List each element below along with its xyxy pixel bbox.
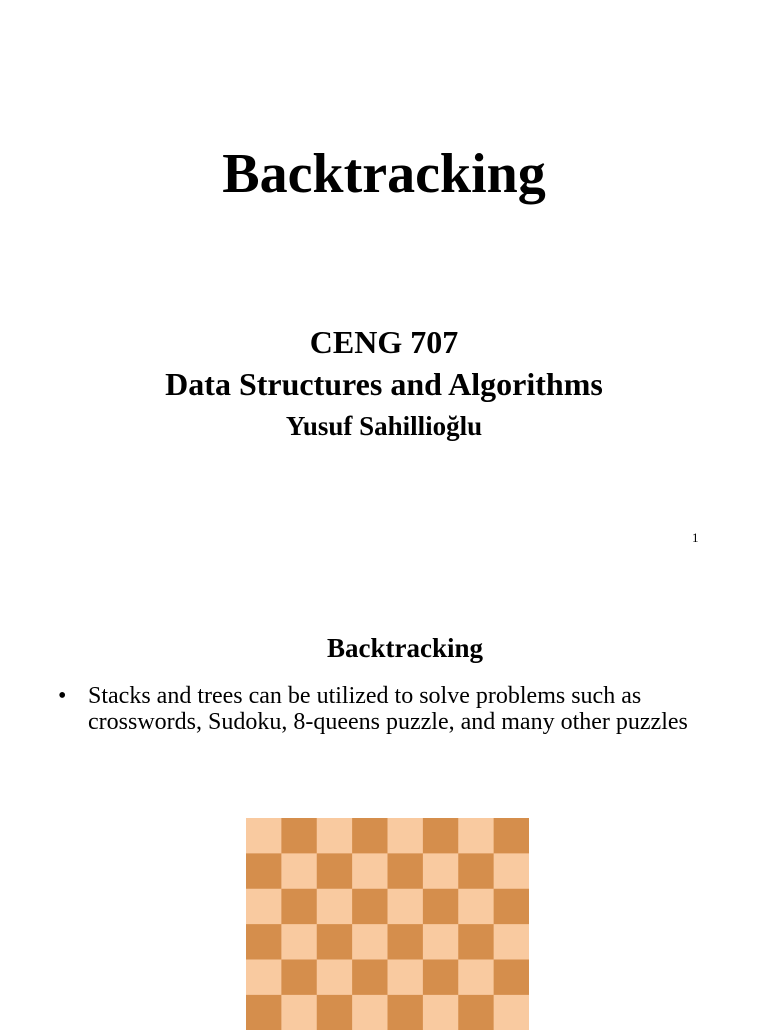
board-square <box>317 995 353 1030</box>
board-square <box>281 995 317 1030</box>
board-square <box>494 924 529 960</box>
board-square <box>494 853 529 889</box>
slide-title: Backtracking <box>222 143 546 205</box>
board-square <box>388 818 424 854</box>
board-square <box>388 889 424 925</box>
board-square <box>388 960 424 996</box>
board-square <box>458 995 494 1030</box>
board-square <box>281 889 317 925</box>
board-square <box>246 853 282 889</box>
board-square <box>352 889 388 925</box>
board-square <box>281 818 317 854</box>
board-square <box>317 924 353 960</box>
board-square <box>423 889 459 925</box>
board-square <box>246 818 282 854</box>
board-square <box>423 924 459 960</box>
slide-heading: Backtracking <box>326 633 483 663</box>
board-square <box>458 924 494 960</box>
board-square <box>388 853 424 889</box>
board-square <box>423 960 459 996</box>
chessboard-image <box>246 818 529 1030</box>
board-square <box>352 995 388 1030</box>
board-square <box>317 853 353 889</box>
board-square <box>246 924 282 960</box>
board-square <box>458 960 494 996</box>
board-square <box>281 924 317 960</box>
board-square <box>388 995 424 1030</box>
author-name: Yusuf Sahillioğlu <box>285 411 483 441</box>
chessboard-svg <box>246 818 529 1030</box>
board-square <box>423 853 459 889</box>
board-square <box>281 960 317 996</box>
board-square <box>317 818 353 854</box>
board-square <box>352 853 388 889</box>
board-square <box>246 960 282 996</box>
board-square <box>352 924 388 960</box>
board-square <box>423 818 459 854</box>
board-square <box>317 960 353 996</box>
course-name: Data Structures and Algorithms <box>165 366 603 402</box>
board-square <box>458 818 494 854</box>
content-slide <box>0 580 768 1024</box>
board-square <box>352 960 388 996</box>
board-square <box>494 889 529 925</box>
board-square <box>458 889 494 925</box>
list-item <box>58 683 748 735</box>
board-square <box>281 853 317 889</box>
bullet-list <box>58 683 748 735</box>
board-square <box>317 889 353 925</box>
board-square <box>388 924 424 960</box>
board-square <box>423 995 459 1030</box>
page-number: 1 <box>692 530 699 545</box>
bullet-text: Stacks and trees can be utilized to solve problems such as crosswords, Sudoku, 8-queens puzzle, and many other puzzles <box>88 683 688 735</box>
board-square <box>458 853 494 889</box>
board-square <box>494 960 529 996</box>
board-square <box>246 995 282 1030</box>
board-square <box>494 818 529 854</box>
course-code: CENG 707 <box>309 324 459 360</box>
board-square <box>352 818 388 854</box>
bullet-icon: • <box>58 683 67 709</box>
board-square <box>246 889 282 925</box>
board-square <box>494 995 529 1030</box>
